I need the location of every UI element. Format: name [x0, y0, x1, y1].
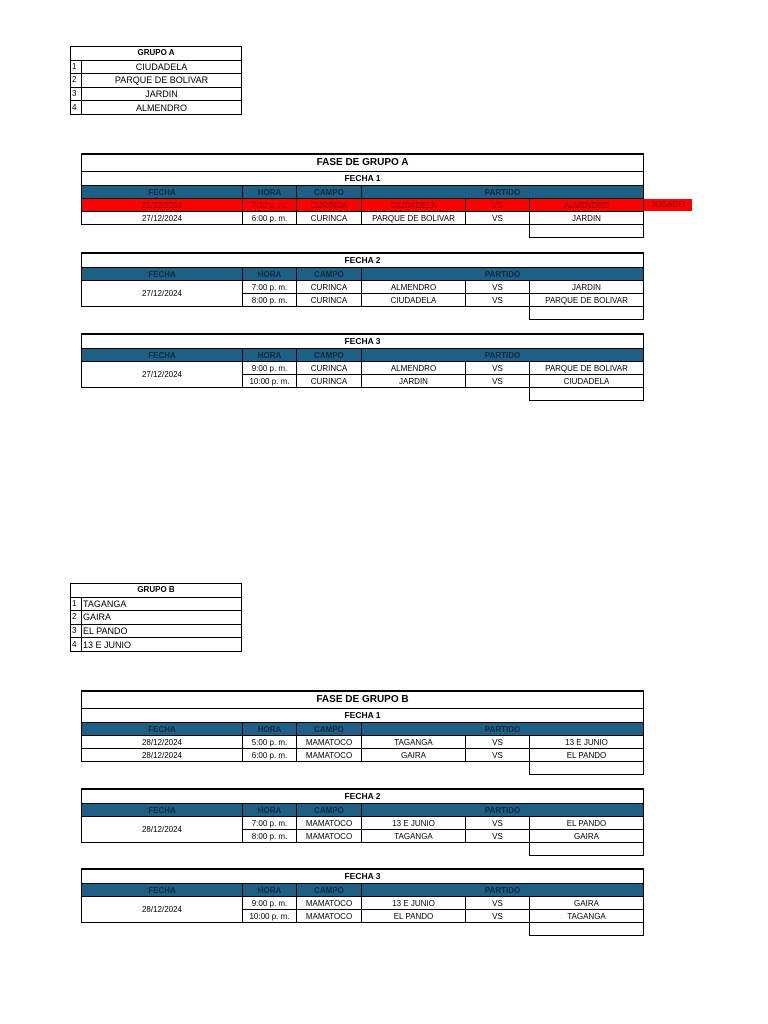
header-partido: PARTIDO	[362, 349, 644, 362]
header-hora: HORA	[243, 723, 297, 736]
away-team: ALMENDRO	[530, 199, 644, 212]
home-team: CIUDADELA	[362, 199, 466, 212]
team-number: 2	[71, 611, 82, 625]
fase-a-title: FASE DE GRUPO A	[82, 154, 644, 172]
team-number: 1	[71, 60, 82, 74]
match-time: 10:00 p. m.	[243, 375, 297, 388]
match-time: 7:30 p. m.	[243, 199, 297, 212]
group-b-table	[70, 583, 242, 652]
match-date: 28/12/2024	[82, 897, 243, 923]
away-team: EL PANDO	[530, 749, 644, 762]
vs-label: VS	[466, 749, 530, 762]
fecha-label: FECHA 1	[82, 709, 644, 723]
team-number: 3	[71, 87, 82, 101]
header-campo: CAMPO	[297, 186, 362, 199]
fecha-label: FECHA 3	[82, 334, 644, 349]
vs-label: VS	[466, 199, 530, 212]
home-team: JARDIN	[362, 375, 466, 388]
away-team: GAIRA	[530, 830, 644, 843]
away-team: JARDIN	[530, 281, 644, 294]
home-team: GAIRA	[362, 749, 466, 762]
fecha-label: FECHA 1	[82, 172, 644, 186]
match-time: 8:00 p. m.	[243, 294, 297, 307]
match-field: MAMATOCO	[297, 749, 362, 762]
header-campo: CAMPO	[297, 723, 362, 736]
fase-b-fecha3-table	[81, 868, 644, 936]
fase-b-fecha2-table	[81, 788, 644, 856]
match-date: 27/12/2024	[82, 281, 243, 307]
header-campo: CAMPO	[297, 268, 362, 281]
group-a-title: GRUPO A	[71, 47, 242, 61]
team-name: 13 E JUNIO	[82, 638, 242, 652]
team-name: JARDIN	[82, 87, 242, 101]
team-name: ALMENDRO	[82, 101, 242, 115]
vs-label: VS	[466, 736, 530, 749]
header-fecha: FECHA	[82, 268, 243, 281]
header-partido: PARTIDO	[362, 884, 644, 897]
fase-a-fecha1-table	[81, 153, 644, 238]
empty-cell	[530, 923, 644, 936]
away-team: PARQUE DE BOLIVAR	[530, 294, 644, 307]
team-name: TAGANGA	[82, 597, 242, 611]
team-number: 4	[71, 638, 82, 652]
home-team: TAGANGA	[362, 736, 466, 749]
header-hora: HORA	[243, 349, 297, 362]
home-team: CIUDADELA	[362, 294, 466, 307]
empty-cell	[530, 762, 644, 775]
home-team: PARQUE DE BOLIVAR	[362, 212, 466, 225]
fase-b-title: FASE DE GRUPO B	[82, 691, 644, 709]
vs-label: VS	[466, 375, 530, 388]
away-team: CIUDADELA	[530, 375, 644, 388]
away-team: TAGANGA	[530, 910, 644, 923]
match-field: CURINCA	[297, 362, 362, 375]
match-field: CURINCA	[297, 375, 362, 388]
match-field: MAMATOCO	[297, 897, 362, 910]
match-date: 28/12/2024	[82, 736, 243, 749]
team-number: 3	[71, 624, 82, 638]
match-time: 10:00 p. m.	[243, 910, 297, 923]
header-hora: HORA	[243, 804, 297, 817]
away-team: PARQUE DE BOLIVAR	[530, 362, 644, 375]
header-campo: CAMPO	[297, 884, 362, 897]
match-time: 6:00 p. m.	[243, 749, 297, 762]
match-field: CURINCA	[297, 294, 362, 307]
team-name: PARQUE DE BOLIVAR	[82, 74, 242, 88]
home-team: ALMENDRO	[362, 281, 466, 294]
fase-a-fecha3-table	[81, 333, 644, 401]
match-time: 7:00 p. m.	[243, 281, 297, 294]
empty-cell	[530, 843, 644, 856]
header-campo: CAMPO	[297, 349, 362, 362]
away-team: 13 E JUNIO	[530, 736, 644, 749]
match-row	[82, 281, 644, 294]
fase-b-fecha1-table	[81, 690, 644, 775]
match-time: 8:00 p. m.	[243, 830, 297, 843]
vs-label: VS	[466, 817, 530, 830]
vs-label: VS	[466, 281, 530, 294]
match-row	[82, 362, 644, 375]
match-date: 28/12/2024	[82, 749, 243, 762]
status-played: JUGADO	[644, 199, 692, 211]
empty-cell	[530, 307, 644, 320]
match-field: CURINCA	[297, 212, 362, 225]
away-team: JARDIN	[530, 212, 644, 225]
header-partido: PARTIDO	[362, 186, 644, 199]
away-team: EL PANDO	[530, 817, 644, 830]
vs-label: VS	[466, 362, 530, 375]
header-fecha: FECHA	[82, 884, 243, 897]
home-team: EL PANDO	[362, 910, 466, 923]
match-field: CURINCA	[297, 281, 362, 294]
home-team: TAGANGA	[362, 830, 466, 843]
match-row	[82, 749, 644, 762]
fecha-label: FECHA 2	[82, 253, 644, 268]
header-fecha: FECHA	[82, 723, 243, 736]
match-row	[82, 212, 644, 225]
match-date: 28/12/2024	[82, 817, 243, 843]
match-time: 9:00 p. m.	[243, 362, 297, 375]
match-row	[82, 736, 644, 749]
match-field: MAMATOCO	[297, 830, 362, 843]
match-field: CURINCA	[297, 199, 362, 212]
home-team: ALMENDRO	[362, 362, 466, 375]
team-name: CIUDADELA	[82, 60, 242, 74]
match-date: 27/12/2024	[82, 362, 243, 388]
header-hora: HORA	[243, 186, 297, 199]
header-fecha: FECHA	[82, 804, 243, 817]
home-team: 13 E JUNIO	[362, 897, 466, 910]
away-team: GAIRA	[530, 897, 644, 910]
vs-label: VS	[466, 897, 530, 910]
match-field: MAMATOCO	[297, 910, 362, 923]
team-number: 1	[71, 597, 82, 611]
home-team: 13 E JUNIO	[362, 817, 466, 830]
group-b-title: GRUPO B	[71, 584, 242, 598]
vs-label: VS	[466, 910, 530, 923]
header-hora: HORA	[243, 884, 297, 897]
vs-label: VS	[466, 830, 530, 843]
team-number: 4	[71, 101, 82, 115]
match-time: 5:00 p. m.	[243, 736, 297, 749]
group-a-table	[70, 46, 242, 115]
match-row	[82, 817, 644, 830]
header-campo: CAMPO	[297, 804, 362, 817]
match-time: 7:00 p. m.	[243, 817, 297, 830]
team-number: 2	[71, 74, 82, 88]
header-partido: PARTIDO	[362, 804, 644, 817]
team-name: GAIRA	[82, 611, 242, 625]
match-field: MAMATOCO	[297, 817, 362, 830]
team-name: EL PANDO	[82, 624, 242, 638]
header-partido: PARTIDO	[362, 268, 644, 281]
empty-cell	[530, 388, 644, 401]
match-row	[82, 897, 644, 910]
match-row	[82, 199, 644, 212]
header-fecha: FECHA	[82, 349, 243, 362]
vs-label: VS	[466, 294, 530, 307]
match-date: 27/12/2024	[82, 212, 243, 225]
empty-cell	[530, 225, 644, 238]
header-partido: PARTIDO	[362, 723, 644, 736]
fecha-label: FECHA 3	[82, 869, 644, 884]
vs-label: VS	[466, 212, 530, 225]
match-field: MAMATOCO	[297, 736, 362, 749]
fase-a-fecha2-table	[81, 252, 644, 320]
match-time: 6:00 p. m.	[243, 212, 297, 225]
header-fecha: FECHA	[82, 186, 243, 199]
fecha-label: FECHA 2	[82, 789, 644, 804]
header-hora: HORA	[243, 268, 297, 281]
match-time: 9:00 p. m.	[243, 897, 297, 910]
match-date: 21/12/2024	[82, 199, 243, 212]
